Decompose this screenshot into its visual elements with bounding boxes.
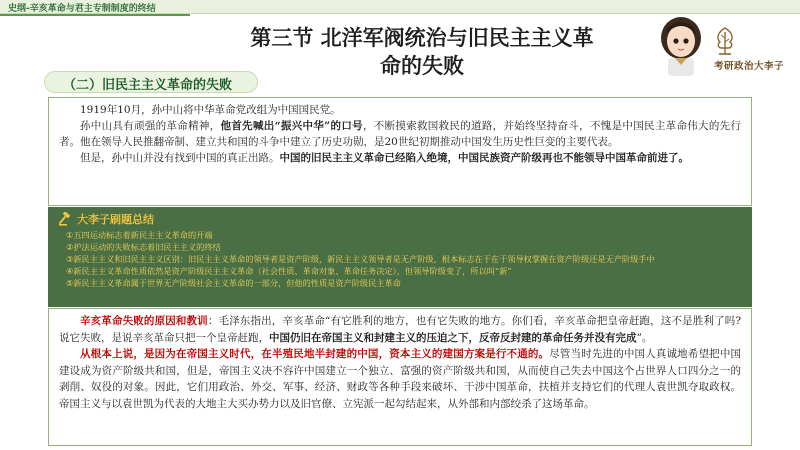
avatar-illustration — [654, 14, 708, 76]
gavel-icon — [58, 212, 72, 226]
analysis-paragraph-1 — [59, 313, 741, 346]
analysis-p2-text: 尽管当时先进的中国人真诚地希望把中国建设成为资产阶级共和国，但是，帝国主义决不容许中国建立一个独立、富强的资产阶级共和国，从而使自己失去中国这个占世界人口四分之一的剥削、奴役的对象。因此，它们用政治、外交、军事、经济、财政等各种手段来破坏、干涉中国革命，扶植并支持它们的代理人袁世凯夺取政权。帝国主义与以袁世凯为代表的大地主大买办势力以及旧官僚、立宪派一起勾结起来，从外部和内部绞杀了这场革命。 — [59, 348, 742, 410]
summary-title: 大李子刷题总结 — [77, 212, 154, 226]
analysis-p1-bold: 中国仍旧在帝国主义和封建主义的压迫之下，反帝反封建的革命任务并没有完成 — [269, 331, 637, 344]
brand-name: 考研政治大李子 — [714, 61, 785, 72]
analysis-paragraph-2 — [59, 346, 741, 412]
page-title-line1: 第三节 北洋军阀统治与旧民主主义革 — [250, 26, 594, 50]
summary-item: ②护法运动的失败标志着旧民主主义的终结 — [66, 242, 221, 252]
summary-box — [48, 207, 752, 307]
intro-p2-text-c: ，不断摸索救国救民的道路，并始终坚持奋斗，不愧是中国民主革命伟大的先行者。他在领导人民推翻帝制、建立共和国的斗争中建立了历史功勋，是20世纪初期推动中国发生历史性巨变的主要代表。 — [59, 120, 741, 148]
intro-p1-text: 1919年10月，孙中山将中华革命党改组为中国国民党。 — [80, 104, 341, 116]
analysis-p2-highlight: 从根本上说，是因为在帝国主义时代，在半殖民地半封建的中国，资本主义的建国方案是行不通的。 — [80, 348, 550, 360]
brand-tree-icon — [712, 24, 738, 58]
analysis-p1-text-c: ”。 — [636, 331, 653, 344]
header-bar — [0, 0, 800, 14]
analysis-box — [48, 308, 752, 446]
intro-paragraph-1 — [59, 102, 741, 118]
analysis-title: 辛亥革命失败的原因和教训 — [80, 315, 208, 327]
intro-box — [48, 97, 752, 206]
summary-header — [58, 210, 742, 227]
intro-p3-text-a: 但是，孙中山并没有找到中国的真正出路。 — [80, 152, 280, 164]
intro-p2-text-a: 孙中山具有顽强的革命精神， — [80, 120, 221, 132]
intro-paragraph-3 — [59, 150, 741, 166]
summary-item: ①五四运动标志着新民主主义革命的开端 — [66, 230, 213, 240]
analysis-p1-text-a: ：毛泽东指出，辛亥革命“有它胜利的地方，也有它失败的地方。你们看，辛亥革命把皇帝赶跑，这不是胜利了吗?说它失败，是说辛亥革命只把一个皇帝赶跑， — [59, 315, 742, 344]
summary-item: ④新民主主义革命性质依然是资产阶级民主主义革命（社会性质、革命对象、革命任务决定），但领导阶级变了，所以叫“新” — [66, 266, 512, 276]
brand-logo — [654, 14, 794, 76]
intro-p3-bold: 中国的旧民主主义革命已经陷入绝境，中国民族资产阶级再也不能领导中国革命前进了。 — [279, 152, 689, 164]
breadcrumb: 史纲-辛亥革命与君主专制制度的终结 — [8, 4, 156, 14]
summary-item: ⑤新民主主义革命属于世界无产阶级社会主义革命的一部分，但他的性质是资产阶级民主革命 — [66, 278, 401, 288]
summary-item: ③新民主主义和旧民主主义区别：旧民主主义革命的领导者是资产阶级，新民主主义领导者是无产阶级，根本标志在于在于领导权掌握在资产阶级还是无产阶级手中 — [66, 254, 655, 264]
section-label: （二）旧民主主义革命的失败 — [63, 78, 233, 93]
page-title — [212, 24, 632, 80]
header-accent-line — [0, 14, 190, 16]
section-tag — [44, 71, 258, 93]
page-title-line2: 命的失败 — [380, 54, 464, 78]
summary-list — [58, 229, 742, 289]
intro-paragraph-2 — [59, 118, 741, 150]
intro-p2-bold: 他首先喊出“振兴中华”的口号 — [220, 120, 363, 132]
